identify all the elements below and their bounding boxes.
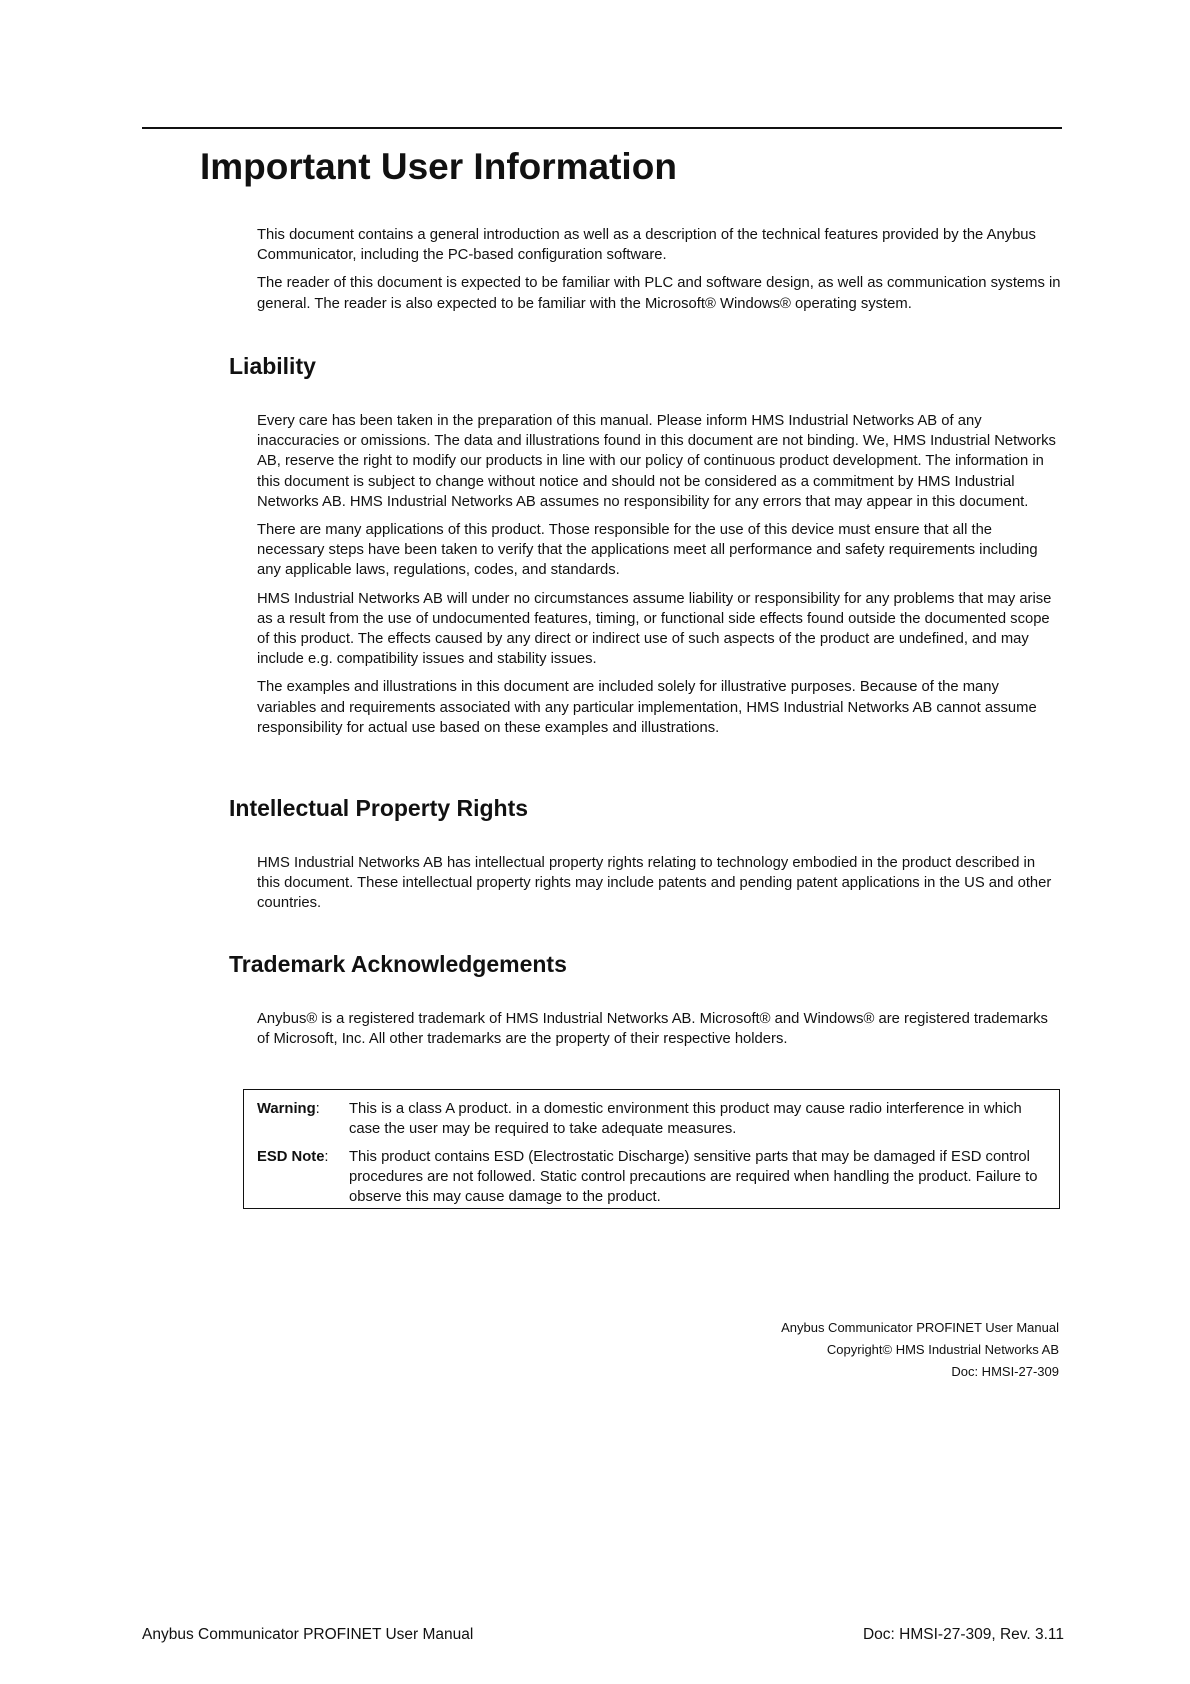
notice-box — [243, 1089, 1060, 1209]
doc-info-manual: Anybus Communicator PROFINET User Manual — [781, 1320, 1059, 1335]
liability-heading: Liability — [229, 353, 316, 379]
trademarks-heading: Trademark Acknowledgements — [229, 951, 567, 977]
esd-label: ESD Note — [257, 1149, 325, 1165]
ip-rights-section — [257, 853, 1062, 914]
trademarks-section — [257, 1009, 1062, 1049]
document-info — [781, 1317, 1059, 1383]
doc-info-number: Doc: HMSI-27-309 — [951, 1364, 1059, 1379]
warning-label: Warning — [257, 1101, 316, 1117]
liability-paragraph-1: Every care has been taken in the preparation of this manual. Please inform HMS Industrial Networks AB of any inaccuracies or omissions. The data and illustrations found in this document are not binding. We, HMS Industrial Networks AB, reserve the right to modify our products in line with our policy of continuous product development. The information in this document is subject to change without notice and should not be considered as a commitment by HMS Industrial Networks AB. HMS Industrial Networks AB assumes no responsibility for any errors that may appear in this document. — [257, 413, 1056, 510]
warning-notice: Warning: This is a class A product. in a domestic environment this product may cause radio interference in which case the user may be required to take adequate measures. — [257, 1099, 1047, 1139]
footer-doc-revision: Doc: HMSI-27-309, Rev. 3.11 — [862, 1626, 1064, 1643]
intro-section — [257, 225, 1062, 314]
warning-text: This is a class A product. in a domestic environment this product may cause radio interference in which case the user may be required to take adequate measures. — [349, 1101, 1022, 1138]
liability-paragraph-3: HMS Industrial Networks AB will under no circumstances assume liability or responsibility for any problems that may arise as a result from the use of undocumented features, timing, or functional side effects found outside the documented scope of this product. The effects caused by any direct or indirect use of such aspects of the product are undefined, and may include e.g. compatibility issues and stability issues. — [257, 590, 1052, 668]
liability-section — [257, 411, 1062, 738]
liability-paragraph-2: There are many applications of this product. Those responsible for the use of this device must ensure that all the necessary steps have been taken to verify that the applications meet all performance and safety requirements including any applicable laws, regulations, codes, and standards. — [257, 522, 1038, 579]
footer-manual-title: Anybus Communicator PROFINET User Manual — [142, 1626, 474, 1643]
esd-text: This product contains ESD (Electrostatic Discharge) sensitive parts that may be damaged if ESD control procedures are not followed. Static control precautions are required when handling the product. Failure to observe this may cause damage to the product. — [349, 1149, 1038, 1206]
intro-paragraph-2: The reader of this document is expected to be familiar with PLC and software design, as well as communication systems in general. The reader is also expected to be familiar with the Microsoft® Windows® operating system. — [257, 275, 1061, 312]
intro-paragraph-1: This document contains a general introduction as well as a description of the technical features provided by the Anybus Communicator, including the PC-based configuration software. — [257, 227, 1036, 264]
ip-rights-paragraph-1: HMS Industrial Networks AB has intellectual property rights relating to technology embodied in the product described in this document. These intellectual property rights may include patents and pending patent applications in the US and other countries. — [257, 855, 1052, 912]
header-rule — [142, 127, 1062, 129]
liability-paragraph-4: The examples and illustrations in this document are included solely for illustrative purposes. Because of the many variables and requirements associated with any particular implementation, HMS Industrial Networks AB cannot assume responsibility for actual use based on these examples and illustrations. — [257, 679, 1037, 736]
ip-rights-heading: Intellectual Property Rights — [229, 795, 529, 821]
page-title: Important User Information — [200, 146, 677, 187]
trademarks-paragraph-1: Anybus® is a registered trademark of HMS Industrial Networks AB. Microsoft® and Windows® are registered trademarks of Microsoft, Inc. All other trademarks are the property of their respective holders. — [257, 1011, 1048, 1048]
esd-notice: ESD Note: This product contains ESD (Electrostatic Discharge) sensitive parts that may be damaged if ESD control procedures are not followed. Static control precautions are required when handling the product. Failure to observe this may cause damage to the product. — [257, 1147, 1047, 1208]
doc-info-copyright: Copyright© HMS Industrial Networks AB — [826, 1342, 1059, 1357]
